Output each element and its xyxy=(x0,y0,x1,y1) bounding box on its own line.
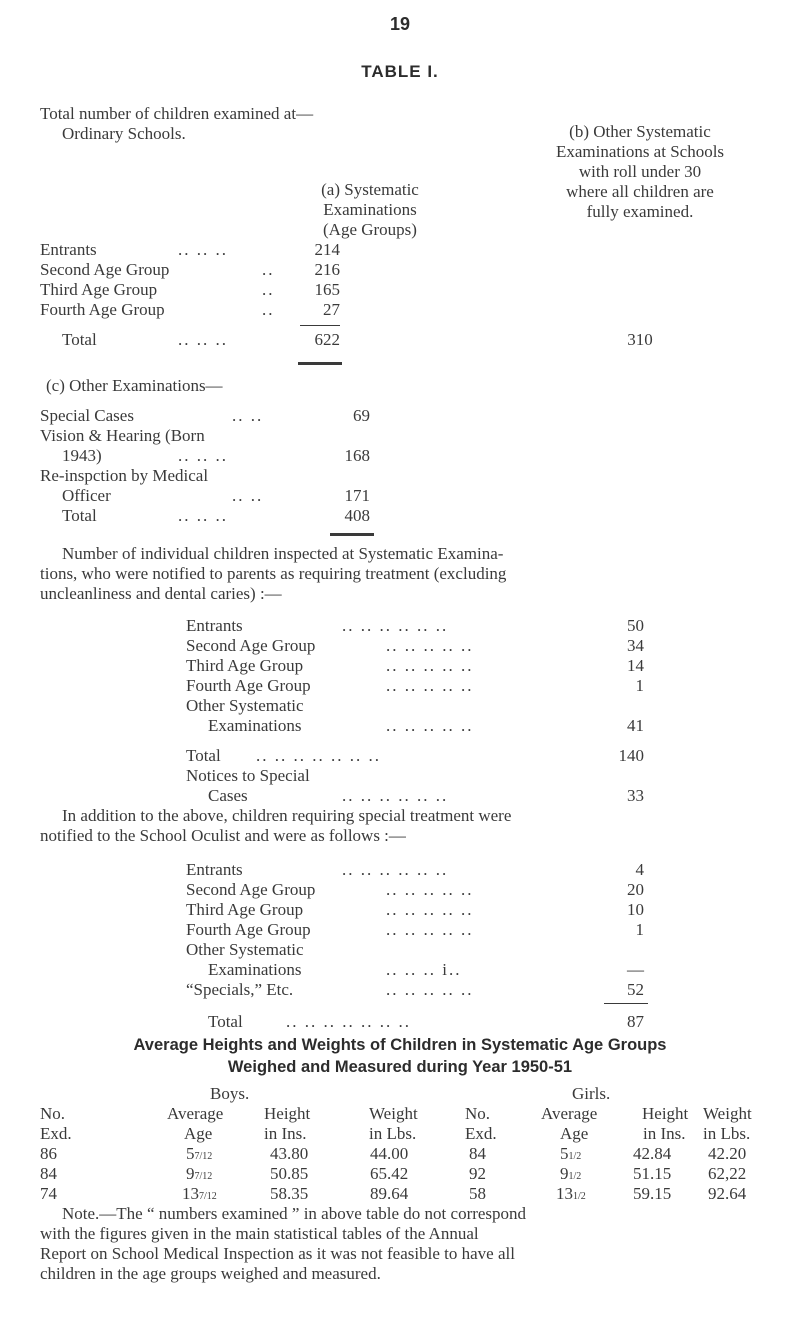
list1-value: 41 xyxy=(627,716,644,735)
list2-label: Examinations xyxy=(208,960,302,979)
list1-label: Examinations xyxy=(208,716,302,735)
col-a-heading-1: (a) Systematic xyxy=(321,180,419,199)
list2-label: Third Age Group xyxy=(186,900,304,919)
list1-label: Total xyxy=(186,746,221,765)
boys-height: 50.85 xyxy=(270,1164,309,1183)
age-fraction: 1/2 xyxy=(568,1151,582,1162)
table1-total-b: 310 xyxy=(627,330,653,349)
list2-dots: .. .. .. .. .. .. .. xyxy=(286,1012,411,1031)
list2-dots: .. .. .. .. .. .. xyxy=(342,860,449,879)
girls-age xyxy=(560,1164,581,1184)
age-whole: 13 xyxy=(182,1184,199,1203)
reinspection-label-2: Officer xyxy=(62,486,111,505)
list1-value: 34 xyxy=(627,636,644,655)
age-fraction: 1/2 xyxy=(573,1191,586,1202)
row-value: 214 xyxy=(314,240,340,259)
boys-age xyxy=(186,1164,212,1184)
age-whole: 9 xyxy=(560,1164,569,1183)
boys-weight: 65.42 xyxy=(370,1164,409,1183)
list2-label: Other Systematic xyxy=(186,940,304,959)
row-value: 165 xyxy=(314,280,340,299)
list1-value: 50 xyxy=(627,616,644,635)
row-dots: .. xyxy=(262,300,275,319)
age-whole: 13 xyxy=(556,1184,573,1203)
list1-dots: .. .. .. .. .. xyxy=(386,636,474,655)
list1-dots: .. .. .. .. .. xyxy=(386,656,474,675)
col-b-heading-4: where all children are xyxy=(566,182,714,201)
girls-no: 92 xyxy=(469,1164,486,1183)
list2-dots: .. .. .. .. .. xyxy=(386,920,474,939)
girls-no: 58 xyxy=(469,1184,486,1203)
vision-hearing-dots: .. .. .. xyxy=(178,446,228,465)
list1-value: 33 xyxy=(627,786,644,805)
girls-label: Girls. xyxy=(572,1084,611,1103)
row-label: Entrants xyxy=(40,240,97,259)
age-whole: 5 xyxy=(186,1144,195,1163)
hdr-in-ins: in Ins. xyxy=(264,1124,307,1143)
para2-line: In addition to the above, children requiring special treatment were xyxy=(62,806,512,825)
hdr-exd: Exd. xyxy=(465,1124,497,1143)
list1-dots: .. .. .. .. .. .. xyxy=(342,786,449,805)
para1-line: Number of individual children inspected at Systematic Examina- xyxy=(62,544,504,563)
para1-line: tions, who were notified to parents as requiring treatment (excluding xyxy=(40,564,507,583)
list2-label: Total xyxy=(208,1012,243,1031)
hdr-in-lbs: in Lbs. xyxy=(703,1124,751,1143)
age-whole: 5 xyxy=(560,1144,569,1163)
hdr-age: Age xyxy=(560,1124,589,1143)
row-label: Fourth Age Group xyxy=(40,300,165,319)
note-line: children in the age groups weighed and measured. xyxy=(40,1264,381,1283)
intro-text: Total number of children examined at— xyxy=(40,104,314,123)
note-line: with the figures given in the main statistical tables of the Annual xyxy=(40,1224,479,1243)
girls-height: 42.84 xyxy=(633,1144,672,1163)
row-value: 216 xyxy=(314,260,340,279)
row-label: Third Age Group xyxy=(40,280,158,299)
table-title: TABLE I. xyxy=(361,62,439,81)
heights-title-2: Weighed and Measured during Year 1950-51 xyxy=(227,1058,573,1076)
heights-title-1: Average Heights and Weights of Children in Systematic Age Groups xyxy=(133,1036,667,1054)
para2-line: notified to the School Oculist and were as follows :— xyxy=(40,826,406,845)
girls-weight: 42.20 xyxy=(708,1144,747,1163)
list1-label: Entrants xyxy=(186,616,243,635)
table1-total-a: 622 xyxy=(314,330,340,349)
hdr-in-ins: in Ins. xyxy=(643,1124,686,1143)
col-a-heading-3: (Age Groups) xyxy=(323,220,417,239)
list2-label: Fourth Age Group xyxy=(186,920,311,939)
boys-age xyxy=(182,1184,217,1204)
boys-weight: 44.00 xyxy=(370,1144,409,1163)
hdr-no: No. xyxy=(465,1104,491,1123)
boys-height: 43.80 xyxy=(270,1144,309,1163)
special-cases-label: Special Cases xyxy=(40,406,134,425)
list1-dots: .. .. .. .. .. .. .. xyxy=(256,746,381,765)
boys-height: 58.35 xyxy=(270,1184,309,1203)
list2-value: — xyxy=(627,960,644,979)
list1-value: 1 xyxy=(635,676,644,695)
note-line: Report on School Medical Inspection as it was not feasible to have all xyxy=(40,1244,515,1263)
age-whole: 9 xyxy=(186,1164,195,1183)
hdr-weight: Weight xyxy=(703,1104,752,1123)
list2-value: 52 xyxy=(627,980,644,999)
row-dots: .. .. .. xyxy=(178,240,228,259)
list2-dots: .. .. .. .. .. xyxy=(386,900,474,919)
other-exams-total-value: 408 xyxy=(344,506,370,525)
vision-hearing-label-1: Vision & Hearing (Born xyxy=(40,426,205,445)
note-line: Note.—The “ numbers examined ” in above table do not correspond xyxy=(62,1204,527,1223)
table1-total-dots: .. .. .. xyxy=(178,330,228,349)
list2-dots: .. .. .. i.. xyxy=(386,960,462,979)
hdr-average: Average xyxy=(541,1104,598,1123)
row-dots: .. xyxy=(262,280,275,299)
list2-dots: .. .. .. .. .. xyxy=(386,880,474,899)
list1-dots: .. .. .. .. .. xyxy=(386,676,474,695)
divider xyxy=(330,533,374,536)
list1-label: Second Age Group xyxy=(186,636,316,655)
hdr-average: Average xyxy=(167,1104,224,1123)
list2-value: 10 xyxy=(627,900,644,919)
list1-value: 14 xyxy=(627,656,644,675)
hdr-in-lbs: in Lbs. xyxy=(369,1124,417,1143)
vision-hearing-label-2: 1943) xyxy=(62,446,102,465)
hdr-age: Age xyxy=(184,1124,213,1143)
list2-dots: .. .. .. .. .. xyxy=(386,980,474,999)
hdr-weight: Weight xyxy=(369,1104,418,1123)
list1-label: Notices to Special xyxy=(186,766,310,785)
hdr-height: Height xyxy=(642,1104,689,1123)
list1-label: Fourth Age Group xyxy=(186,676,311,695)
ordinary-schools-label: Ordinary Schools. xyxy=(62,124,186,143)
special-cases-value: 69 xyxy=(353,406,370,425)
girls-no: 84 xyxy=(469,1144,486,1163)
list2-value: 1 xyxy=(635,920,644,939)
reinspection-dots: .. .. xyxy=(232,486,264,505)
boys-age xyxy=(186,1144,212,1164)
list2-label: Entrants xyxy=(186,860,243,879)
age-fraction: 7/12 xyxy=(199,1191,217,1202)
divider xyxy=(300,325,340,326)
divider xyxy=(298,362,342,365)
other-exams-total-label: Total xyxy=(62,506,97,525)
row-dots: .. xyxy=(262,260,275,279)
list1-dots: .. .. .. .. .. xyxy=(386,716,474,735)
girls-weight: 62,22 xyxy=(708,1164,747,1183)
col-b-heading-5: fully examined. xyxy=(586,202,694,221)
table1-total-label: Total xyxy=(62,330,97,349)
page-number: 19 xyxy=(389,14,411,34)
list2-value: 87 xyxy=(627,1012,644,1031)
col-a-heading-2: Examinations xyxy=(323,200,417,219)
other-exams-total-dots: .. .. .. xyxy=(178,506,228,525)
row-label: Second Age Group xyxy=(40,260,170,279)
girls-height: 59.15 xyxy=(633,1184,672,1203)
special-cases-dots: .. .. xyxy=(232,406,264,425)
col-b-heading-3: with roll under 30 xyxy=(578,162,702,181)
para1-line: uncleanliness and dental caries) :— xyxy=(40,584,282,603)
vision-hearing-value: 168 xyxy=(344,446,370,465)
col-b-heading-1: (b) Other Systematic xyxy=(569,122,711,141)
girls-age xyxy=(560,1144,581,1164)
list1-label: Cases xyxy=(208,786,248,805)
list1-label: Third Age Group xyxy=(186,656,304,675)
row-value: 27 xyxy=(323,300,340,319)
list2-value: 4 xyxy=(635,860,644,879)
boys-label: Boys. xyxy=(210,1084,250,1103)
boys-no: 84 xyxy=(40,1164,57,1183)
girls-age xyxy=(556,1184,586,1204)
boys-weight: 89.64 xyxy=(370,1184,409,1203)
girls-weight: 92.64 xyxy=(708,1184,747,1203)
boys-no: 86 xyxy=(40,1144,57,1163)
list2-label: Second Age Group xyxy=(186,880,316,899)
divider xyxy=(604,1003,648,1004)
list1-value: 140 xyxy=(618,746,644,765)
age-fraction: 7/12 xyxy=(194,1151,213,1162)
hdr-no: No. xyxy=(40,1104,66,1123)
hdr-exd: Exd. xyxy=(40,1124,72,1143)
reinspection-label-1: Re-inspction by Medical xyxy=(40,466,209,485)
girls-height: 51.15 xyxy=(633,1164,672,1183)
col-b-heading-2: Examinations at Schools xyxy=(555,142,725,161)
list2-value: 20 xyxy=(627,880,644,899)
age-fraction: 7/12 xyxy=(194,1171,213,1182)
other-exams-heading: (c) Other Examinations— xyxy=(46,376,223,395)
age-fraction: 1/2 xyxy=(568,1171,582,1182)
list2-label: “Specials,” Etc. xyxy=(186,980,294,999)
boys-no: 74 xyxy=(40,1184,57,1203)
hdr-height: Height xyxy=(264,1104,311,1123)
reinspection-value: 171 xyxy=(344,486,370,505)
list1-label: Other Systematic xyxy=(186,696,304,715)
list1-dots: .. .. .. .. .. .. xyxy=(342,616,449,635)
